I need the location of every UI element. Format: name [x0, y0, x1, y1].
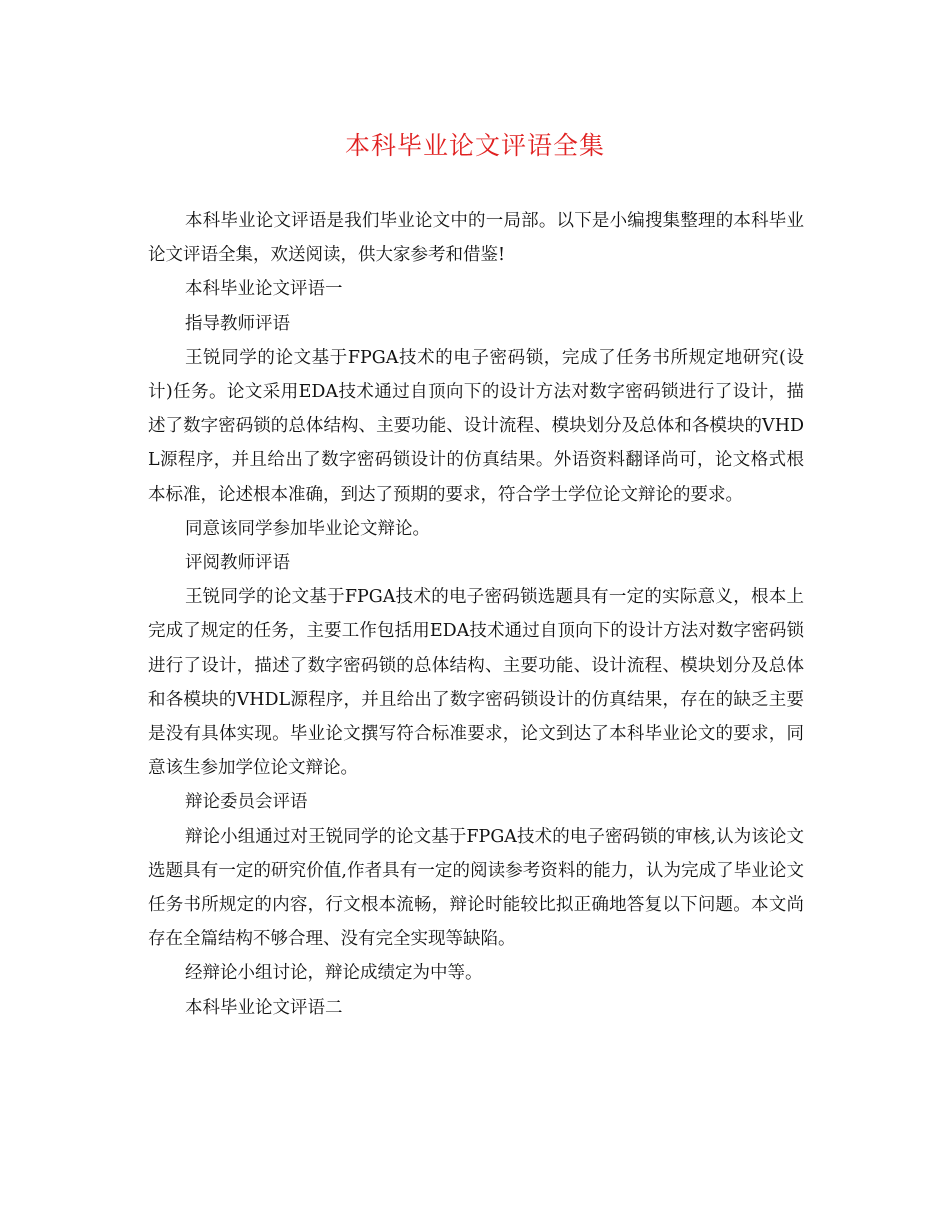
section1-heading: 本科毕业论文评语一 — [185, 279, 343, 300]
committee-conclusion: 经辩论小组讨论，辩论成绩定为中等。 — [185, 963, 483, 984]
advisor-comment-paragraph: 王锐同学的论文基于FPGA技术的电子密码锁，完成了任务书所规定地研究(设计)任务。论文采用EDA技术通过自顶向下的设计方法对数字密码锁进行了设计，描述了数字密码锁的总体结构、主要功能、设计流程、模块划分及总体和各模块的VHDL源程序，并且给出了数字密码锁设计的仿真结果。外语资料翻译尚可，论文格式根本标准，论述根本准确，到达了预期的要求，符合学士学位论文辩论的要求。 — [148, 347, 804, 505]
committee-comment-paragraph: 辩论小组通过对王锐同学的论文基于FPGA技术的电子密码锁的审核,认为该论文选题具有一定的研究价值,作者具有一定的阅读参考资料的能力，认为完成了毕业论文任务书所规定的内容，行文根本流畅，辩论时能较比拟正确地答复以下问题。本文尚存在全篇结构不够合理、没有完全实现等缺陷。 — [148, 826, 804, 950]
committee-heading: 辩论委员会评语 — [185, 792, 308, 813]
reviewer-heading: 评阅教师评语 — [185, 553, 290, 574]
advisor-heading: 指导教师评语 — [185, 313, 290, 334]
advisor-conclusion: 同意该同学参加毕业论文辩论。 — [185, 518, 430, 539]
document-body — [148, 204, 804, 1025]
document-title: 本科毕业论文评语全集 — [344, 131, 605, 160]
intro-paragraph: 本科毕业论文评语是我们毕业论文中的一局部。以下是小编搜集整理的本科毕业论文评语全集，欢送阅读，供大家参考和借鉴! — [148, 211, 804, 266]
reviewer-comment-paragraph: 王锐同学的论文基于FPGA技术的电子密码锁选题具有一定的实际意义，根本上完成了规定的任务，主要工作包括用EDA技术通过自顶向下的设计方法对数字密码锁进行了设计，描述了数字密码锁的总体结构、主要功能、设计流程、模块划分及总体和各模块的VHDL源程序，并且给出了数字密码锁设计的仿真结果，存在的缺乏主要是没有具体实现。毕业论文撰写符合标准要求，论文到达了本科毕业论文的要求，同意该生参加学位论文辩论。 — [148, 587, 804, 779]
section2-heading: 本科毕业论文评语二 — [185, 997, 343, 1018]
